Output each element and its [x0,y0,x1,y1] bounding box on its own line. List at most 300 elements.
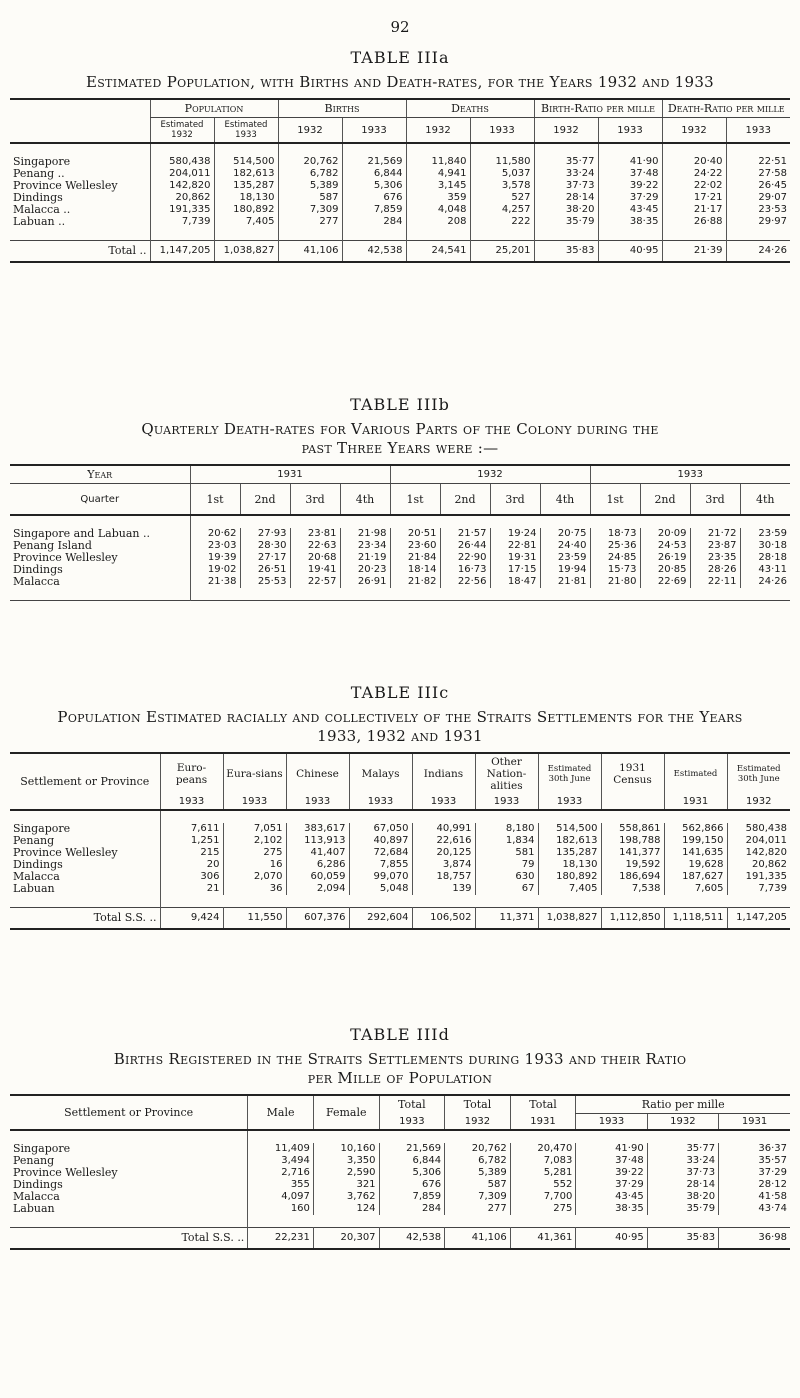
total-header: Total [510,1095,576,1114]
table-cell: 113,913 [286,835,349,847]
ratio-year: 1933 [576,1114,647,1131]
table-cell: 22·57 [290,576,340,588]
table-cell: 1,112,850 [601,908,664,930]
col-year: 1932 [727,794,790,810]
table-cell: 21·57 [440,528,490,540]
total-row [10,908,790,930]
table-cell: 19·24 [490,528,540,540]
table-cell: 6,844 [342,168,406,180]
table-cell: 558,861 [601,823,664,835]
table-row [10,1191,790,1203]
table-cell: 6,782 [278,168,342,180]
col-header: 1933 [598,118,662,144]
table-cell: 43·74 [719,1203,790,1215]
table-cell: 25·36 [590,540,640,552]
settlement-label: Settlement or Province [10,1095,248,1130]
table-cell: 275 [223,847,286,859]
col-year: 1933 [160,794,223,810]
table-cell: 7,538 [601,883,664,895]
table-cell: 43·45 [576,1191,647,1203]
table-cell: 21·81 [540,576,590,588]
table-cell: 35·79 [647,1203,718,1215]
table-cell: 36·98 [719,1228,790,1250]
table-cell: 33·24 [647,1155,718,1167]
row-label: Singapore [13,155,71,168]
table-cell: 35·83 [534,241,598,263]
table-cell: 7,605 [664,883,727,895]
table-cell: 38·20 [647,1191,718,1203]
table-cell: 198,788 [601,835,664,847]
table-cell: 39·22 [576,1167,647,1179]
table-cell: 514,500 [538,823,601,835]
table-cell: 16·73 [440,564,490,576]
table-cell: 40,897 [349,835,412,847]
table-cell: 41,106 [278,241,342,263]
table-cell: 30·18 [740,540,790,552]
table-cell: 7,859 [379,1191,445,1203]
table-cell: 79 [475,859,538,871]
table-cell: 5,306 [379,1167,445,1179]
row-label: Total S.S. .. [181,1231,245,1244]
total-year: 1933 [379,1114,445,1131]
table-cell: 204,011 [150,168,214,180]
table-cell: 20,862 [727,859,790,871]
col-header: Euro-peans [160,753,223,794]
table-cell: 6,844 [379,1155,445,1167]
table-3a-title: TABLE IIIa [350,48,450,67]
table-cell: 1,834 [475,835,538,847]
table-3a [10,98,790,263]
table-cell: 36 [223,883,286,895]
table-cell: 552 [510,1179,576,1191]
table-cell: 191,335 [150,204,214,216]
total-year: 1931 [510,1114,576,1131]
table-cell: 22,231 [248,1228,314,1250]
table-cell: 19,628 [664,859,727,871]
total-header: Total [445,1095,511,1114]
table-cell: 306 [160,871,223,883]
row-label: Dindings [13,563,63,576]
table-cell: 42,538 [379,1228,445,1250]
table-cell: 19·39 [190,552,240,564]
table-cell: 37·29 [598,192,662,204]
col-header: 1931 Census [601,753,664,794]
row-label: Labuan .. [13,215,66,228]
table-cell: 7,309 [278,204,342,216]
table-cell: 135,287 [538,847,601,859]
table-cell: 18·14 [390,564,440,576]
table-cell: 4,048 [406,204,470,216]
table-row [10,528,790,540]
table-cell: 40·95 [598,241,662,263]
table-cell: 676 [342,192,406,204]
ratio-year: 1931 [719,1114,790,1131]
table-cell: 24·22 [662,168,726,180]
table-cell: 4,257 [470,204,534,216]
table-cell: 23·03 [190,540,240,552]
table-cell: 20·62 [190,528,240,540]
table-3d [10,1094,790,1250]
table-3c-section [10,683,790,930]
table-row [10,168,790,180]
table-cell: 18·47 [490,576,540,588]
table-cell: 7,611 [160,823,223,835]
table-row [10,216,790,228]
table-3c-subtitle-line1: Population Estimated racially and collectively of the Straits Settlements for the Years [57,708,743,726]
table-cell: 3,874 [412,859,475,871]
table-cell: 40·95 [576,1228,647,1250]
table-cell: 22·56 [440,576,490,588]
table-row [10,180,790,192]
table-cell: 41,407 [286,847,349,859]
table-cell: 21·17 [662,204,726,216]
table-cell: 359 [406,192,470,204]
table-cell: 191,335 [727,871,790,883]
table-cell: 20 [160,859,223,871]
table-cell: 3,350 [313,1155,379,1167]
table-cell: 20,762 [278,156,342,168]
table-cell: 28·14 [647,1179,718,1191]
table-cell: 2,716 [248,1167,314,1179]
table-3c [10,752,790,930]
table-cell: 10,160 [313,1143,379,1155]
row-label: Penang [13,1154,55,1167]
table-cell: 41·58 [719,1191,790,1203]
table-cell: 26·44 [440,540,490,552]
table-cell: 35·77 [647,1143,718,1155]
table-cell: 37·29 [719,1167,790,1179]
table-cell: 19·02 [190,564,240,576]
table-cell: 28·26 [690,564,740,576]
table-cell: 208 [406,216,470,228]
table-3c-subtitle-line2: 1933, 1932 and 1931 [317,727,483,745]
table-cell: 7,739 [150,216,214,228]
table-cell: 180,892 [538,871,601,883]
table-cell: 41·90 [598,156,662,168]
table-cell: 2,590 [313,1167,379,1179]
table-cell: 20,470 [510,1143,576,1155]
row-label: Province Wellesley [13,1166,118,1179]
quarter-header: 2nd [240,484,290,516]
table-cell: 321 [313,1179,379,1191]
table-cell: 19·94 [540,564,590,576]
col-header: 1932 [406,118,470,144]
table-cell: 7,309 [445,1191,511,1203]
table-cell: 24,541 [406,241,470,263]
table-cell: 27·58 [726,168,790,180]
table-3b-subtitle-line2: past Three Years were :— [301,439,499,457]
table-cell: 15·73 [590,564,640,576]
col-header: 1933 [342,118,406,144]
table-cell: 1,147,205 [150,241,214,263]
row-label: Dindings [13,858,63,871]
table-row [10,859,790,871]
table-cell: 3,762 [313,1191,379,1203]
col-header: Estimated [664,753,727,794]
table-cell: 581 [475,847,538,859]
table-cell: 199,150 [664,835,727,847]
table-cell: 187,627 [664,871,727,883]
group-death-ratio: Death-Ratio per mille [662,99,790,118]
quarter-header: 4th [340,484,390,516]
table-cell: 24·40 [540,540,590,552]
col-header: Chinese [286,753,349,794]
row-label: Malacca .. [13,203,71,216]
table-cell: 527 [470,192,534,204]
table-cell: 22·81 [490,540,540,552]
table-cell: 23·81 [290,528,340,540]
row-label: Singapore [13,822,71,835]
col-header: Other Nation-alities [475,753,538,794]
quarter-header: 3rd [490,484,540,516]
table-row [10,540,790,552]
col-header: Estimated 1933 [214,118,278,144]
group-population: Population [150,99,278,118]
table-cell: 28·14 [534,192,598,204]
table-cell: 25,201 [470,241,534,263]
table-cell: 5,037 [470,168,534,180]
table-cell: 277 [445,1203,511,1215]
table-row [10,1179,790,1191]
table-cell: 139 [412,883,475,895]
row-label: Total S.S. .. [93,911,157,924]
table-row [10,1203,790,1215]
table-cell: 5,389 [278,180,342,192]
table-cell: 60,059 [286,871,349,883]
col-year [601,794,664,810]
table-cell: 607,376 [286,908,349,930]
row-label: Malacca [13,575,60,588]
quarter-header: 4th [540,484,590,516]
table-cell: 27·17 [240,552,290,564]
table-cell: 124 [313,1203,379,1215]
year-label: Year [10,465,190,484]
table-row [10,204,790,216]
table-cell: 41·90 [576,1143,647,1155]
total-row [10,241,790,263]
table-cell: 7,700 [510,1191,576,1203]
table-row [10,823,790,835]
table-cell: 38·35 [576,1203,647,1215]
year-1931: 1931 [190,465,390,484]
row-label: Dindings [13,1178,63,1191]
table-cell: 5,281 [510,1167,576,1179]
row-label: Province Wellesley [13,551,118,564]
table-3d-title: TABLE IIId [350,1025,450,1044]
table-row [10,883,790,895]
table-cell: 6,782 [445,1155,511,1167]
year-1933: 1933 [590,465,790,484]
table-cell: 355 [248,1179,314,1191]
table-cell: 18,130 [538,859,601,871]
table-cell: 6,286 [286,859,349,871]
male-header: Male [248,1095,314,1130]
table-cell: 20,307 [313,1228,379,1250]
table-cell: 21 [160,883,223,895]
year-1932: 1932 [390,465,590,484]
table-cell: 19,592 [601,859,664,871]
table-row [10,871,790,883]
table-cell: 20·68 [290,552,340,564]
table-cell: 35·77 [534,156,598,168]
table-cell: 1,147,205 [727,908,790,930]
table-cell: 284 [379,1203,445,1215]
table-cell: 580,438 [727,823,790,835]
table-cell: 28·18 [740,552,790,564]
table-cell: 4,097 [248,1191,314,1203]
table-3b-subtitle-line1: Quarterly Death-rates for Various Parts of the Colony during the [141,420,659,438]
group-birth-ratio: Birth-Ratio per mille [534,99,662,118]
table-cell: 186,694 [601,871,664,883]
table-row [10,552,790,564]
row-label: Province Wellesley [13,179,118,192]
table-cell: 22·11 [690,576,740,588]
table-cell: 19·31 [490,552,540,564]
table-3d-section [10,1025,790,1250]
table-cell: 35·79 [534,216,598,228]
row-label: Penang .. [13,167,65,180]
row-label: Province Wellesley [13,846,118,859]
table-cell: 1,038,827 [538,908,601,930]
col-header: 1933 [726,118,790,144]
table-cell: 580,438 [150,156,214,168]
table-cell: 35·57 [719,1155,790,1167]
table-cell: 7,855 [349,859,412,871]
table-row [10,847,790,859]
table-cell: 3,578 [470,180,534,192]
table-cell: 222 [470,216,534,228]
table-cell: 182,613 [538,835,601,847]
table-cell: 11,371 [475,908,538,930]
table-cell: 23·87 [690,540,740,552]
table-cell: 215 [160,847,223,859]
table-cell: 29·97 [726,216,790,228]
table-cell: 2,070 [223,871,286,883]
table-cell: 7,405 [538,883,601,895]
table-cell: 1,118,511 [664,908,727,930]
table-cell: 180,892 [214,204,278,216]
table-cell: 21·80 [590,576,640,588]
total-row [10,1228,790,1250]
col-year: 1931 [664,794,727,810]
table-cell: 11,550 [223,908,286,930]
table-cell: 142,820 [727,847,790,859]
row-label: Penang [13,834,55,847]
table-cell: 7,083 [510,1155,576,1167]
table-cell: 3,145 [406,180,470,192]
settlement-label: Settlement or Province [10,753,160,810]
table-cell: 2,102 [223,835,286,847]
table-cell: 514,500 [214,156,278,168]
table-cell: 35·83 [647,1228,718,1250]
table-cell: 23·35 [690,552,740,564]
page-number: 92 [390,18,410,36]
table-3a-subtitle: Estimated Population, with Births and Death-rates, for the Years 1932 and 1933 [85,73,715,91]
table-cell: 67 [475,883,538,895]
table-cell: 20,762 [445,1143,511,1155]
table-cell: 7,405 [214,216,278,228]
table-cell: 141,635 [664,847,727,859]
table-cell: 16 [223,859,286,871]
table-cell: 41,361 [510,1228,576,1250]
table-row [10,156,790,168]
table-cell: 5,306 [342,180,406,192]
quarter-header: 1st [590,484,640,516]
table-cell: 23·59 [740,528,790,540]
table-cell: 37·48 [598,168,662,180]
table-cell: 24·26 [726,241,790,263]
group-births: Births [278,99,406,118]
table-3a-section [10,48,790,263]
table-cell: 99,070 [349,871,412,883]
table-cell: 41,106 [445,1228,511,1250]
table-cell: 9,424 [160,908,223,930]
table-cell: 21,569 [379,1143,445,1155]
table-cell: 28·30 [240,540,290,552]
table-cell: 22·90 [440,552,490,564]
table-cell: 141,377 [601,847,664,859]
table-cell: 24·53 [640,540,690,552]
table-cell: 21·98 [340,528,390,540]
table-cell: 1,038,827 [214,241,278,263]
table-cell: 40,991 [412,823,475,835]
table-cell: 42,538 [342,241,406,263]
col-header: 1932 [278,118,342,144]
table-cell: 24·26 [740,576,790,588]
table-cell: 383,617 [286,823,349,835]
table-cell: 630 [475,871,538,883]
col-year: 1933 [286,794,349,810]
table-cell: 18,130 [214,192,278,204]
table-cell: 3,494 [248,1155,314,1167]
table-cell: 23·59 [540,552,590,564]
table-cell: 23·53 [726,204,790,216]
table-cell: 21,569 [342,156,406,168]
table-cell: 28·12 [719,1179,790,1191]
row-label: Malacca [13,1190,60,1203]
row-label: Penang Island [13,539,92,552]
table-cell: 38·35 [598,216,662,228]
table-cell: 292,604 [349,908,412,930]
table-cell: 21·19 [340,552,390,564]
quarter-header: 2nd [440,484,490,516]
table-cell: 37·48 [576,1155,647,1167]
table-cell: 29·07 [726,192,790,204]
table-cell: 67,050 [349,823,412,835]
quarter-label: Quarter [80,493,120,505]
ratio-year: 1932 [647,1114,718,1131]
table-cell: 17·21 [662,192,726,204]
total-header: Total [379,1095,445,1114]
col-header: 1932 [534,118,598,144]
table-cell: 106,502 [412,908,475,930]
col-year: 1933 [223,794,286,810]
table-cell: 8,180 [475,823,538,835]
quarter-header: 3rd [290,484,340,516]
total-year: 1932 [445,1114,511,1131]
table-cell: 20,862 [150,192,214,204]
col-header: Estimated 30th June [538,753,601,794]
table-cell: 18,757 [412,871,475,883]
table-row [10,576,790,588]
col-header: Estimated 1932 [150,118,214,144]
table-cell: 5,389 [445,1167,511,1179]
table-row [10,564,790,576]
group-deaths: Deaths [406,99,534,118]
table-cell: 7,859 [342,204,406,216]
table-cell: 26·88 [662,216,726,228]
table-cell: 7,051 [223,823,286,835]
